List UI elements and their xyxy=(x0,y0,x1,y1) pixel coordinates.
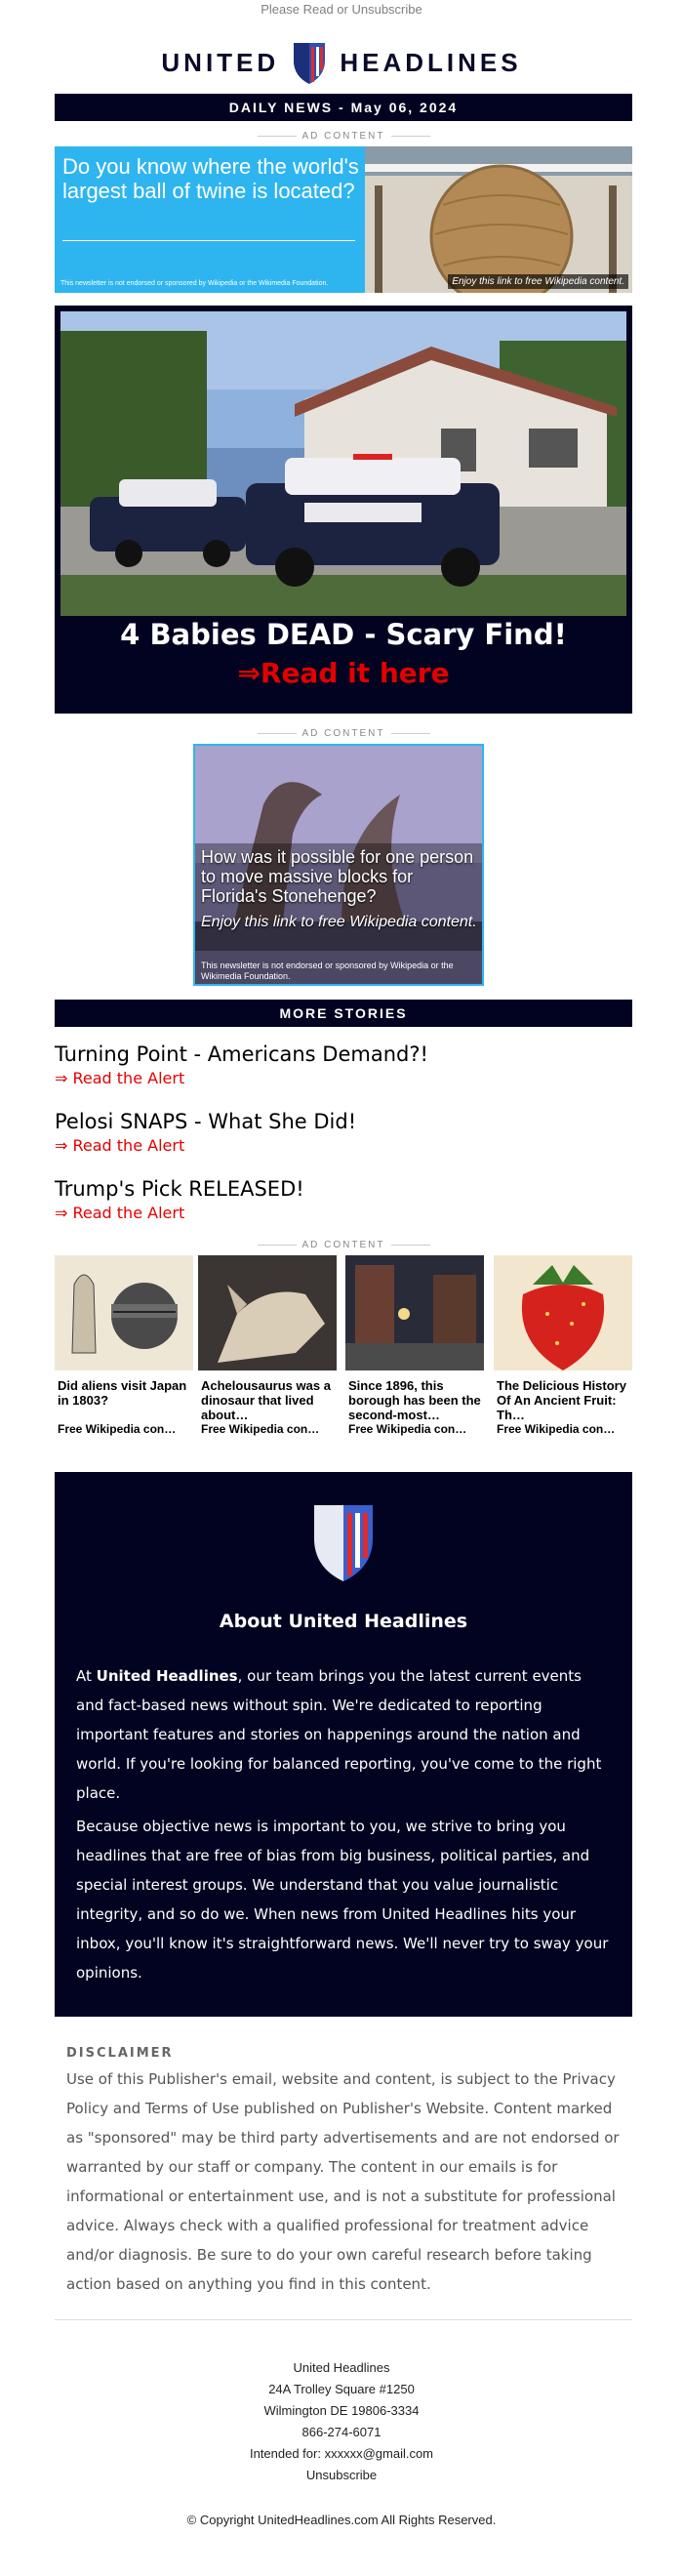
footer-phone: 866-274-6071 xyxy=(301,2425,382,2439)
grid-item[interactable] xyxy=(345,1255,484,1437)
ad-stonehenge-disclaimer: This newsletter is not endorsed or sponsored by Wikipedia or the Wikimedia Foundation. xyxy=(201,961,454,981)
about-title: About United Headlines xyxy=(219,1611,468,1632)
grid-item-title: Since 1896, this borough has been the second-most… xyxy=(348,1378,481,1422)
borough-street-image xyxy=(345,1255,484,1370)
grid-item-title: The Delicious History Of An Ancient Fruit: Th… xyxy=(497,1378,626,1422)
story-title[interactable]: Turning Point - Americans Demand?! xyxy=(55,1043,428,1066)
preheader-link[interactable]: Please Read or Unsubscribe xyxy=(261,2,422,17)
police-cars-image xyxy=(60,311,626,616)
story-title[interactable]: Trump's Pick RELEASED! xyxy=(55,1177,304,1201)
hero-story[interactable] xyxy=(55,306,632,714)
shield-logo-icon xyxy=(310,1499,377,1583)
about-section xyxy=(55,1472,632,2017)
story-item[interactable] xyxy=(55,1041,632,1089)
twine-ball-image xyxy=(365,146,632,293)
disclaimer-body: Use of this Publisher's email, website and content, is subject to the Privacy Policy and Terms of Use published on Publisher's Website. Content marked as "sponsored" may be third party advertisements and are not endorsed or warranted by our staff or company. The content in our emails is for informational or entertainment use, and is not a substitute for professional advice. Always check with a qualified professional for treatment advice and/or diagnosis. Be sure to do your own careful research before taking action based on anything you find in this content. xyxy=(66,2070,620,2293)
dinosaur-skull-image xyxy=(198,1255,337,1370)
brand-name-right: HEADLINES xyxy=(340,47,522,77)
grid-item-source: Free Wikipedia con… xyxy=(201,1422,320,1436)
strawberry-image xyxy=(494,1255,632,1370)
grid-item-source: Free Wikipedia con… xyxy=(497,1422,616,1436)
grid-item-title: Did aliens visit Japan in 1803? xyxy=(58,1378,187,1408)
brand-bold: United Headlines xyxy=(96,1667,238,1685)
aliens-japan-image xyxy=(55,1255,193,1370)
grid-item-source: Free Wikipedia con… xyxy=(58,1422,177,1436)
grid-item[interactable] xyxy=(55,1255,193,1437)
story-item[interactable] xyxy=(55,1108,632,1157)
more-stories-bar: MORE STORIES xyxy=(55,1000,632,1027)
copyright: © Copyright UnitedHeadlines.com All Rights Reserved. xyxy=(186,2513,497,2527)
ad-divider xyxy=(62,240,355,241)
grid-item-source: Free Wikipedia con… xyxy=(348,1422,467,1436)
ad-content-label: AD CONTENT xyxy=(55,728,632,739)
date-bar: DAILY NEWS - May 06, 2024 xyxy=(55,94,632,121)
ad-stonehenge-enjoy: Enjoy this link to free Wikipedia content. xyxy=(201,914,477,930)
brand-logo[interactable] xyxy=(0,39,683,86)
ad-content-label: AD CONTENT xyxy=(55,1240,632,1250)
ad-twine-banner[interactable] xyxy=(55,146,632,293)
footer-intended-for: Intended for: xxxxxx@gmail.com xyxy=(249,2446,434,2461)
ad-twine-disclaimer: This newsletter is not endorsed or sponsored by Wikipedia or the Wikimedia Foundation. xyxy=(60,280,329,287)
about-paragraph-2: Because objective news is important to you, we strive to bring you headlines that are free of bias from big business, political parties, and special interest groups. We understand that you value journalistic integrity, and so do we. When news from United Headlines hits your inbox, you'll know it's straightforward news. We'll never try to sway your opinions. xyxy=(76,1818,609,1982)
grid-item-title: Achelousaurus was a dinosaur that lived about… xyxy=(201,1378,331,1422)
unsubscribe-link[interactable]: Unsubscribe xyxy=(305,2468,378,2482)
footer-address-line-2: Wilmington DE 19806-3334 xyxy=(263,2403,420,2418)
story-item[interactable] xyxy=(55,1175,632,1224)
hero-headline[interactable]: 4 Babies DEAD - Scary Find! xyxy=(120,618,567,651)
story-title[interactable]: Pelosi SNAPS - What She Did! xyxy=(55,1110,357,1133)
grid-item[interactable] xyxy=(198,1255,337,1437)
ad-stonehenge-banner[interactable] xyxy=(193,744,484,986)
footer-address-line-1: 24A Trolley Square #1250 xyxy=(268,2382,415,2396)
shield-logo-icon xyxy=(290,39,329,86)
footer xyxy=(0,2357,683,2486)
ad-content-label: AD CONTENT xyxy=(55,131,632,142)
disclaimer-section xyxy=(66,2046,623,2299)
disclaimer-heading: DISCLAIMER xyxy=(66,2046,174,2061)
read-alert-link[interactable]: ⇒ Read the Alert xyxy=(55,1136,185,1155)
brand-name-left: UNITED xyxy=(161,47,280,77)
ad-stonehenge-question: How was it possible for one person to move massive blocks for Florida's Stonehenge? xyxy=(201,847,474,906)
about-paragraph-1: At United Headlines, our team brings you the latest current events and fact-based news without spin. We're dedicated to reporting important features and stories on happenings around the nation and world. If you're looking for balanced reporting, you've come to the right place. xyxy=(76,1667,602,1802)
ad-twine-question: Do you know where the world's largest ball of twine is located? xyxy=(62,154,359,203)
footer-divider xyxy=(55,2319,632,2320)
ad-twine-caption: Enjoy this link to free Wikipedia content. xyxy=(448,274,628,289)
read-alert-link[interactable]: ⇒ Read the Alert xyxy=(55,1204,185,1222)
hero-read-link[interactable]: ⇒Read it here xyxy=(237,657,450,689)
read-alert-link[interactable]: ⇒ Read the Alert xyxy=(55,1069,185,1087)
sponsored-grid xyxy=(55,1255,632,1441)
footer-company-name: United Headlines xyxy=(293,2360,390,2375)
grid-item[interactable] xyxy=(494,1255,632,1437)
